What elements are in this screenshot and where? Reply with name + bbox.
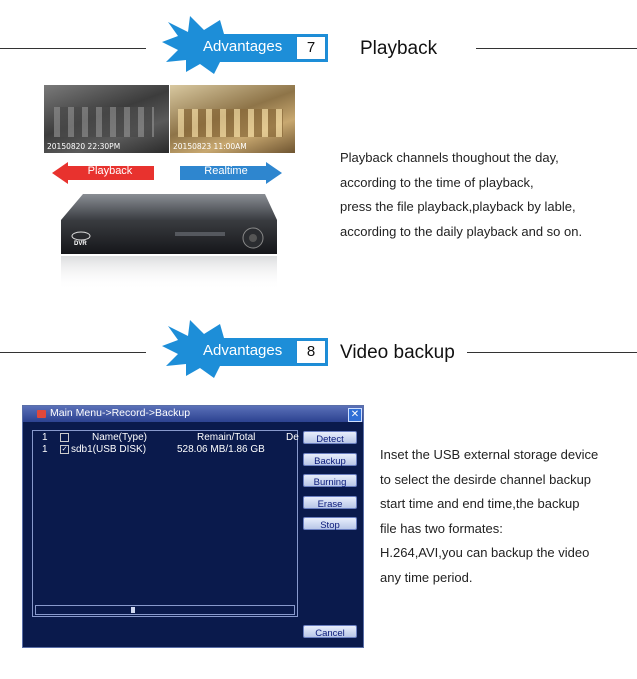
playback-arrow-label: Playback [87, 165, 133, 177]
select-all-checkbox[interactable] [60, 433, 69, 442]
photo-timestamp-left: 20150820 22:30PM [47, 142, 121, 151]
backup-window [22, 405, 364, 648]
row-remain-total: 528.06 MB/1.86 GB [177, 444, 265, 455]
advantages-badge-label: Advantages [203, 38, 283, 55]
column-header-device: De [286, 432, 299, 443]
stop-button[interactable]: Stop [303, 517, 357, 530]
device-list[interactable] [32, 430, 298, 617]
playback-description-line: according to the time of playback, [340, 174, 534, 190]
cancel-button[interactable]: Cancel [303, 625, 357, 638]
horizontal-scrollbar[interactable] [35, 605, 295, 615]
row-index: 1 [42, 444, 48, 455]
dvr-device-image [55, 190, 285, 310]
dvr-brand-label: DVR [74, 241, 87, 247]
column-header-index: 1 [42, 432, 48, 443]
divider-line-right [467, 352, 637, 353]
playback-description-line: according to the daily playback and so on. [340, 223, 583, 239]
realtime-arrow-label: Realtime [204, 165, 248, 177]
day-camera-photo [170, 85, 295, 153]
detect-button[interactable]: Detect [303, 431, 357, 444]
backup-description-line: file has two formates: [380, 520, 503, 536]
playback-description [340, 146, 582, 244]
divider-line-left [0, 352, 146, 353]
backup-description-line: to select the desirde channel backup [380, 471, 592, 487]
advantages-badge-label: Advantages [203, 342, 283, 359]
window-titlebar [23, 406, 363, 422]
erase-button[interactable]: Erase [303, 496, 357, 509]
divider-line-left [0, 48, 146, 49]
playback-description-line: Playback channels thoughout the day, [340, 150, 559, 165]
section-title-playback: Playback [360, 38, 438, 59]
playback-description-line: press the file playback,playback by lable, [340, 199, 576, 214]
row-checkbox[interactable]: ✓ [61, 446, 68, 453]
backup-description-line: H.264,AVI,you can backup the video [380, 545, 590, 560]
divider-line-right [476, 48, 637, 49]
burning-button[interactable]: Burning [303, 474, 357, 487]
advantages-badge-number: 7 [296, 36, 326, 60]
advantages-badge-number: 8 [296, 340, 326, 364]
backup-description-line: any time period. [380, 569, 473, 585]
column-header-remain-total: Remain/Total [197, 432, 256, 443]
video-backup-description [380, 443, 598, 590]
home-icon [37, 410, 46, 418]
backup-description-line: Inset the USB external storage device [380, 447, 599, 462]
close-icon[interactable]: ✕ [348, 408, 362, 422]
section-title-video-backup: Video backup [340, 342, 455, 363]
photo-timestamp-right: 20150823 11:00AM [173, 142, 247, 151]
backup-button[interactable]: Backup [303, 453, 357, 466]
column-header-name: Name(Type) [92, 432, 148, 443]
window-title: Main Menu->Record->Backup [50, 407, 191, 419]
backup-description-line: start time and end time,the backup [380, 496, 580, 511]
scrollbar-thumb[interactable] [131, 607, 135, 613]
row-device-name: sdb1(USB DISK) [71, 444, 147, 455]
night-camera-photo [44, 85, 169, 153]
